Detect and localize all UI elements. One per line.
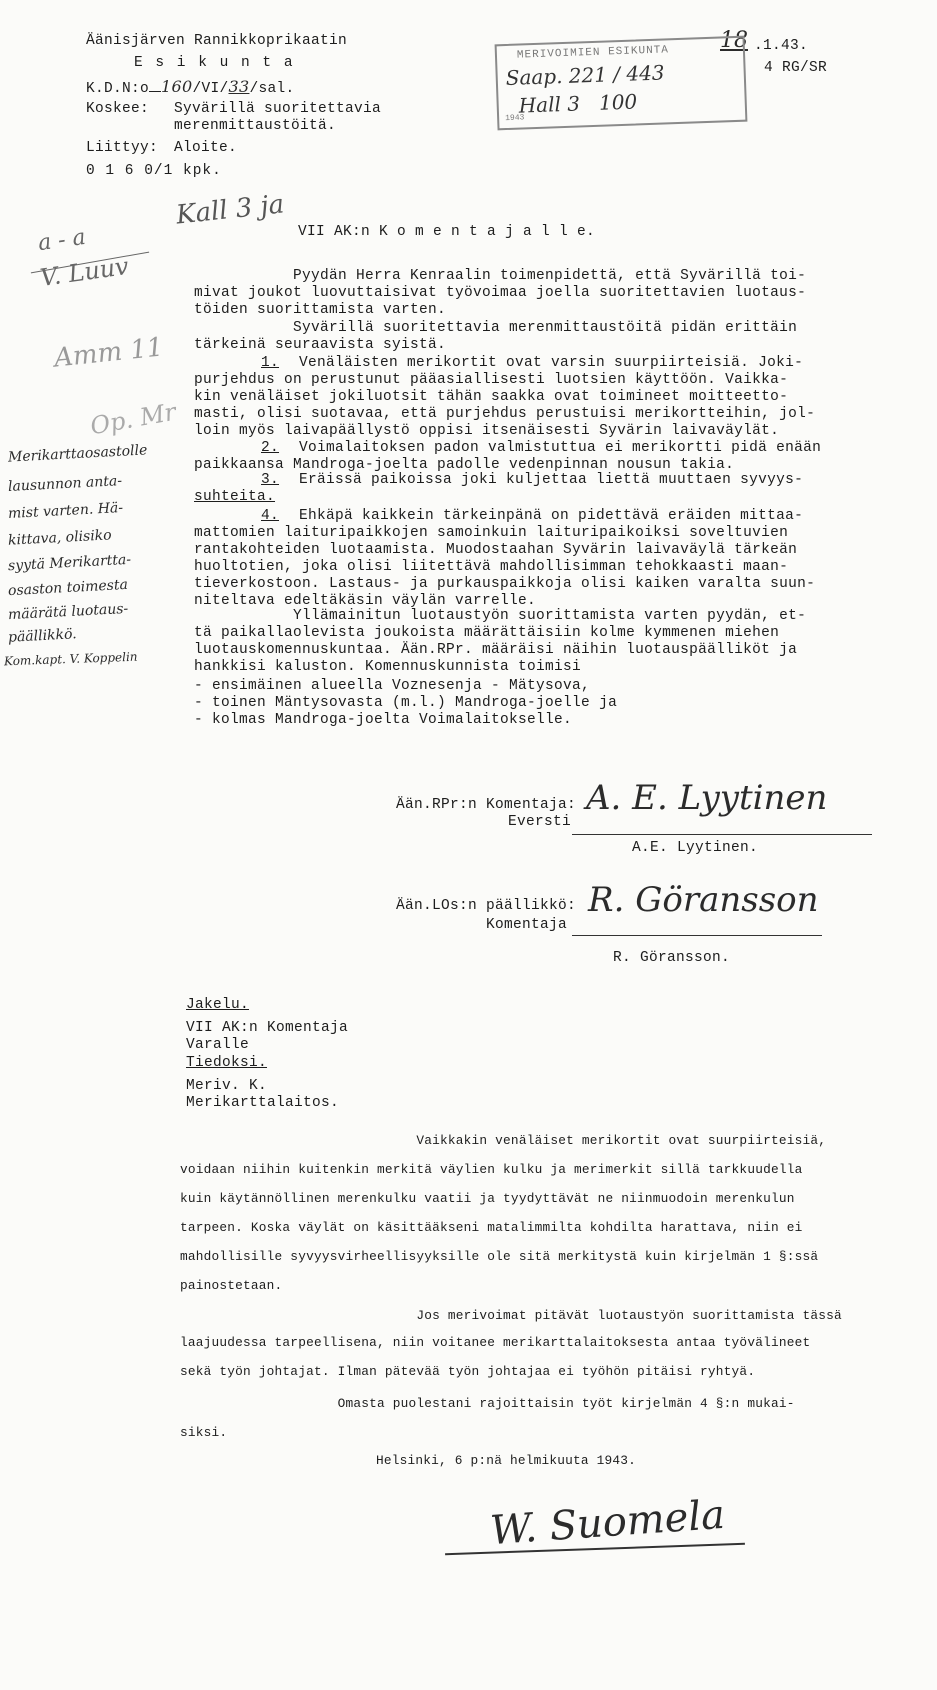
text-line: Venäläisten merikortit ovat varsin suurpiirteisiä. Joki- xyxy=(299,355,804,371)
list-item: - toinen Mäntysovasta (m.l.) Mandroga-joelle ja xyxy=(194,695,618,711)
margin-note-line: Kom.kapt. V. Koppelin xyxy=(3,649,138,669)
kdno-hand-1: 160 xyxy=(161,77,193,96)
statement-paragraph-2a: Jos merivoimat pitävät luotaustyön suorittamista tässä xyxy=(180,1308,842,1323)
text-line: huoltotien, joka olisi liitettävä mahdollisimman tehokkaasti maan- xyxy=(194,559,789,575)
text-line: Yllämainitun luotaustyön suorittamista varten pyydän, et- xyxy=(194,608,807,624)
text-line: Syvärillä suoritettavia merenmittaustöitä pidän erittäin xyxy=(194,320,798,336)
list-item: - kolmas Mandroga-joelta Voimalaitokselle. xyxy=(194,712,573,728)
distribution-line: Merikarttalaitos. xyxy=(186,1095,340,1111)
item-3 xyxy=(194,472,803,506)
sig1-rank: Eversti xyxy=(508,814,572,830)
stamp-small: 1943 xyxy=(505,113,525,124)
kdno-prefix: K.D.N:o xyxy=(86,81,150,97)
margin-note-line: Merikarttaosastolle xyxy=(7,442,148,466)
text-line: suhteita. xyxy=(194,489,276,505)
annotation-kall: Kall 3 ja xyxy=(174,189,286,231)
margin-note-line: lausunnon anta- xyxy=(7,473,123,495)
subject-label: Koskee: xyxy=(86,101,150,117)
date-typed: .1.43. xyxy=(754,38,809,54)
kdno-hand-2: 33 xyxy=(228,77,250,96)
item-4 xyxy=(194,508,815,610)
distribution-line: Varalle xyxy=(186,1037,250,1053)
paragraph-2 xyxy=(194,320,797,354)
text-line: tärkeinä seuraavista syistä. xyxy=(194,337,447,353)
sig2-rank: Komentaja xyxy=(486,917,568,933)
text-line: kin venäläiset jokiluotsit tähän saakka ovat toimineet moitteetto- xyxy=(194,389,789,405)
distribution-line: Meriv. K. xyxy=(186,1078,268,1094)
related-value: Aloite. xyxy=(174,140,238,156)
stamp-title: MERIVOIMIEN ESIKUNTA xyxy=(516,44,670,62)
text-line: siksi. xyxy=(180,1425,228,1440)
text-line: voidaan niihin kuitenkin merkitä väylien kulku ja merimerkit sillä tarkkuudella xyxy=(180,1162,803,1177)
statement-paragraph-2b xyxy=(180,1328,810,1386)
item-1 xyxy=(194,355,815,440)
statement-signature: W. Suomela xyxy=(488,1491,727,1555)
margin-note-line: syytä Merikartta- xyxy=(7,551,132,575)
sig1-name: A.E. Lyytinen. xyxy=(632,840,759,856)
text-line: rantakohteiden luotaamista. Muodostaahan Syvärin laivaväylä tärkeän xyxy=(194,542,798,558)
kdno-mid: /VI/ xyxy=(192,81,229,97)
text-line: Eräissä paikoissa joki kuljettaa liettä muuttaen syvyys- xyxy=(299,472,804,488)
text-line: tarpeen. Koska väylät on käsittääkseni matalimmilta kohdilta harattava, niin ei xyxy=(180,1220,803,1235)
copies: 0 1 6 0/1 kpk. xyxy=(86,163,222,179)
text-line: Vaikkakin venäläiset merikortit ovat suurpiirteisiä, xyxy=(180,1133,827,1148)
related-label: Liittyy: xyxy=(86,140,159,156)
item-4-number: 4. xyxy=(261,508,280,524)
annotation-initials1: a - a xyxy=(36,224,88,257)
text-line: luotauskomennuskuntaa. Ään.RPr. määräisi näihin luotauspäälliköt ja xyxy=(194,642,798,658)
bullet-list xyxy=(194,678,617,729)
text-line: Ehkäpä kaikkein tärkeinpänä on pidettävä eräiden mittaa- xyxy=(299,508,804,524)
text-line: painostetaan. xyxy=(180,1278,283,1293)
addressee: VII AK:n K o m e n t a j a l l e. xyxy=(298,224,596,240)
margin-note-line: määrätä luotaus- xyxy=(7,600,129,624)
stamp-line2: Hall 3 100 xyxy=(518,89,638,118)
sig1-title: Ään.RPr:n Komentaja: xyxy=(396,797,577,813)
text-line: tä paikallaolevista joukoista määrättäisiin kolme kymmenen miehen xyxy=(194,625,780,641)
statement-paragraph-3 xyxy=(180,1389,795,1447)
item-2 xyxy=(194,440,821,474)
sig2-name: R. Göransson. xyxy=(613,950,731,966)
text-line: niteltava edeltäkäsin väylän varrelle. xyxy=(194,593,537,609)
margin-note-line: päällikkö. xyxy=(7,626,78,646)
org-name: Äänisjärven Rannikkoprikaatin xyxy=(86,33,348,49)
text-line: kuin käytännöllinen merenkulku vaatii ja tyydyttävät ne niinmuodoin merenkulun xyxy=(180,1191,795,1206)
received-stamp xyxy=(495,36,748,131)
text-line: mivat joukot luovuttaisivat työvoimaa joella suoritettavien luotaus- xyxy=(194,285,807,301)
text-line: Omasta puolestani rajoittaisin työt kirjelmän 4 §:n mukai- xyxy=(180,1396,795,1411)
text-line: paikkaansa Mandroga-joelta padolle vedenpinnan nousun takia. xyxy=(194,457,735,473)
kdno-suffix: /sal. xyxy=(249,81,295,97)
text-line: masti, olisi suotavaa, että purjehdus perustuisi merikortteihin, jol- xyxy=(194,406,816,422)
info-heading: Tiedoksi. xyxy=(186,1055,268,1071)
text-line: Pyydän Herra Kenraalin toimenpidettä, että Syvärillä toi- xyxy=(194,268,807,284)
text-line: sekä työn johtajat. Ilman pätevää työn johtajaa ei työhön pitäisi ryhtyä. xyxy=(180,1364,756,1379)
statement-paragraph-1 xyxy=(180,1126,826,1300)
distribution-line: VII AK:n Komentaja xyxy=(186,1020,349,1036)
item-1-number: 1. xyxy=(261,355,280,371)
paragraph-1 xyxy=(194,268,806,319)
margin-note-line: mist varten. Hä- xyxy=(7,499,124,523)
margin-note-line: kittava, olisiko xyxy=(7,527,113,549)
item-2-number: 2. xyxy=(261,440,280,456)
sig2-line xyxy=(572,935,822,936)
subject-line2: merenmittaustöitä. xyxy=(174,118,337,134)
text-line: purjehdus on perustunut pääasiallisesti luotsien käyttöön. Vaikka- xyxy=(194,372,789,388)
text-line: loin myös laivapäällystö oppisi itsenäisesti Syvärin laivaväylät. xyxy=(194,423,780,439)
text-line: tieverkostoon. Lastaus- ja purkauspaikkoja olisi kaiken varalta suun- xyxy=(194,576,816,592)
distribution-heading: Jakelu. xyxy=(186,997,250,1013)
file-code: 4 RG/SR xyxy=(764,60,828,76)
statement-date: Helsinki, 6 p:nä helmikuuta 1943. xyxy=(376,1453,637,1468)
sig1-signature: A. E. Lyytinen xyxy=(586,778,828,818)
stamp-line1: Saap. 221 / 443 xyxy=(505,60,665,91)
subject-line1: Syvärillä suoritettavia xyxy=(174,101,382,117)
paragraph-3 xyxy=(194,608,806,676)
reference-number xyxy=(86,78,294,98)
item-3-number: 3. xyxy=(261,472,280,488)
text-line: laajuudessa tarpeellisena, niin voitanee merikarttalaitoksesta antaa työvälineet xyxy=(180,1335,811,1350)
unit-name: E s i k u n t a xyxy=(134,55,295,71)
annotation-name1: V. Luuv xyxy=(38,251,131,293)
text-line: mahdollisille syvyysvirheellisyyksille ole sitä merkitystä kuin kirjelmän 1 §:ssä xyxy=(180,1249,819,1264)
text-line: mattomien laituripaikkojen samoinkuin laituripaikoiksi soveltuvien xyxy=(194,525,789,541)
margin-note-line: osaston toimesta xyxy=(7,576,129,600)
sig2-title: Ään.LOs:n päällikkö: xyxy=(396,898,577,914)
list-item: - ensimäinen alueella Voznesenja - Mätysova, xyxy=(194,678,591,694)
sig2-signature: R. Göransson xyxy=(588,880,819,920)
date-handwritten: 18 xyxy=(720,28,748,53)
text-line: töiden suorittamista varten. xyxy=(194,302,447,318)
text-line: Voimalaitoksen padon valmistuttua ei merikortti pidä enään xyxy=(299,440,822,456)
annotation-initials3: Op. Mr xyxy=(88,397,179,441)
text-line: hankkisi kaluston. Komennuskunnista toimisi xyxy=(194,659,582,675)
sig1-line xyxy=(572,834,872,835)
annotation-initials2: Amm 11 xyxy=(52,332,165,374)
